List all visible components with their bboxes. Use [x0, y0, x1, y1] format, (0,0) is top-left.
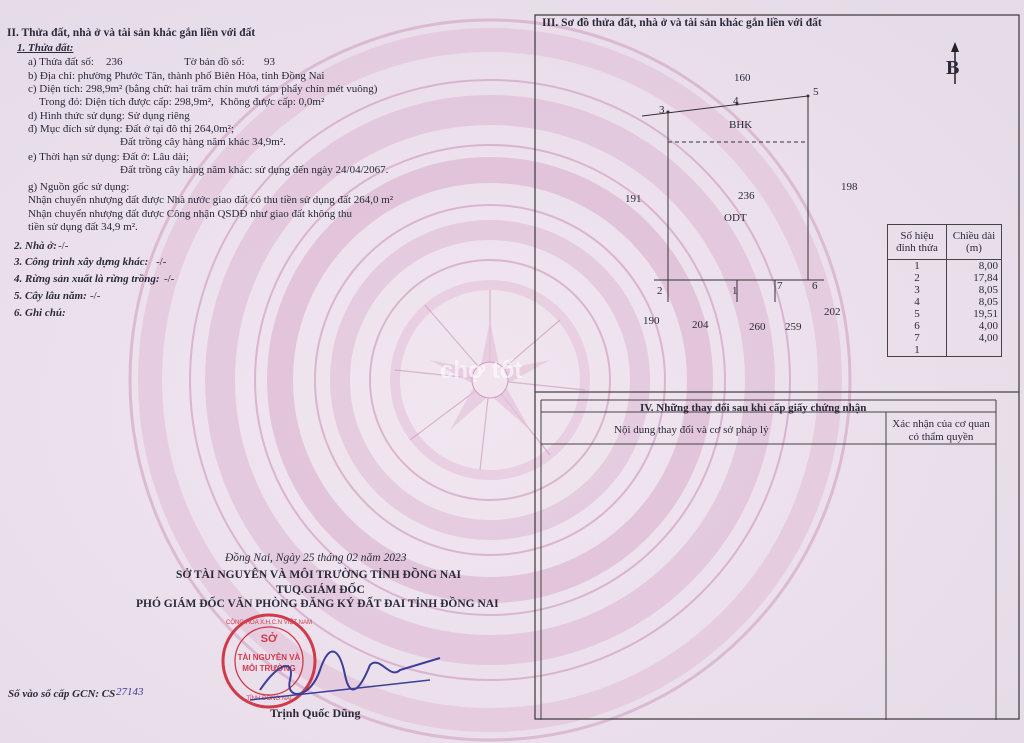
table-row: [888, 272, 1002, 284]
section4-title: IV. Những thay đổi sau khi cấp giấy chứng nhận: [640, 402, 867, 414]
item3-label: 3. Công trình xây dựng khác:: [14, 256, 149, 268]
watermark: chợ tốt: [440, 357, 523, 384]
map-point-6: 6: [812, 280, 818, 292]
date-month-label: tháng: [317, 552, 344, 564]
map-label-160: 160: [734, 72, 751, 84]
map-label-198: 198: [841, 181, 858, 193]
table-cell-point: 4: [888, 296, 947, 308]
table-header-point: Số hiệu đỉnh thửa: [888, 225, 947, 260]
stamp-ring: CỘNG HÒA X.H.C.N VIỆT NAM: [226, 620, 312, 626]
so-vao-so-label: Số vào sổ cấp GCN: CS: [8, 688, 116, 700]
date-prefix: Đồng Nai, Ngày: [225, 552, 301, 564]
signer-position: PHÓ GIÁM ĐỐC VĂN PHÒNG ĐĂNG KÝ ĐẤT ĐAI TỈNH ĐỒNG NAI: [136, 598, 499, 610]
table-cell-length: 8,05: [947, 284, 1002, 296]
table-header-length: Chiều dài (m): [947, 225, 1002, 260]
table-cell-length: [947, 344, 1002, 357]
table-row: [888, 284, 1002, 296]
table-cell-length: 19,51: [947, 308, 1002, 320]
authority-name: SỞ TÀI NGUYÊN VÀ MÔI TRƯỜNG TỈNH ĐỒNG NAI: [176, 569, 461, 581]
item6-label: 6. Ghi chú:: [14, 307, 66, 319]
section3-title: III. Sơ đồ thửa đất, nhà ở và tài sản khác gắn liền với đất: [542, 17, 822, 29]
to-ban-do-value: 93: [264, 56, 275, 68]
date-month: 02: [346, 552, 358, 564]
area-not-granted: Không được cấp: 0,0m²: [220, 96, 325, 108]
usage-term-line: e) Thời hạn sử dụng: Đất ở: Lâu dài;: [28, 151, 189, 163]
date-line: [225, 552, 406, 565]
section4-col2-header: Xác nhận của cơ quan có thẩm quyền: [892, 418, 990, 443]
origin-line4: tiền sử dụng đất 34,9 m².: [28, 221, 138, 233]
date-day: 25: [302, 552, 315, 564]
stamp-bottom: TỈNH ĐỒNG NAI: [246, 696, 292, 702]
date-year: năm 2023: [360, 552, 407, 564]
stamp-top: SỞ: [260, 633, 278, 645]
usage-purpose-line: đ) Mục đích sử dụng: Đất ở tại đô thị 264,0m²;: [28, 123, 235, 135]
item5-label: 5. Cây lâu năm:: [14, 290, 87, 302]
table-cell-point: 5: [888, 308, 947, 320]
area-line: c) Diện tích: 298,9m² (bằng chữ: hai trăm chín mươi tám phẩy chín mét vuông): [28, 83, 378, 95]
map-label-191: 191: [625, 193, 642, 205]
table-row: [888, 332, 1002, 344]
thua-dat-value: 236: [106, 56, 123, 68]
map-label-190: 190: [643, 315, 660, 327]
map-parcel-number: 236: [738, 190, 755, 202]
map-point-3: 3: [659, 104, 665, 116]
stamp-line2: MÔI TRƯỜNG: [242, 664, 296, 673]
signature-scribble: [237, 640, 450, 710]
table-cell-point: 1: [888, 260, 947, 273]
section4-col1-header: Nội dung thay đổi và cơ sở pháp lý: [614, 424, 769, 436]
usage-form-line: d) Hình thức sử dụng: Sử dụng riêng: [28, 110, 190, 122]
table-cell-point: 1: [888, 344, 947, 357]
to-ban-do-label: Tờ bản đồ số:: [184, 56, 245, 68]
table-cell-point: 2: [888, 272, 947, 284]
map-land-type: ODT: [724, 212, 747, 224]
map-label-202: 202: [824, 306, 841, 318]
table-cell-length: 4,00: [947, 332, 1002, 344]
table-cell-length: 8,00: [947, 260, 1002, 273]
map-label-bhk: BHK: [729, 119, 753, 131]
north-arrow-icon: B: [946, 57, 960, 79]
right-panel-frame: [534, 14, 1020, 720]
table-cell-point: 7: [888, 332, 947, 344]
table-cell-length: 4,00: [947, 320, 1002, 332]
table-row: [888, 308, 1002, 320]
map-point-7: 7: [777, 280, 783, 292]
item1-title: 1. Thửa đất:: [17, 42, 74, 54]
so-vao-so-value: 27143: [116, 686, 144, 698]
table-row: [888, 320, 1002, 332]
table-row: [888, 344, 1002, 357]
map-label-259: 259: [785, 321, 802, 333]
origin-line2: Nhận chuyển nhượng đất được Nhà nước giao đất có thu tiền sử dụng đất 264,0 m²: [28, 194, 394, 206]
tuq-label: TUQ.GIÁM ĐỐC: [276, 584, 365, 596]
map-label-204: 204: [692, 319, 709, 331]
origin-line: g) Nguồn gốc sử dụng:: [28, 181, 130, 193]
item2-label: 2. Nhà ở:: [14, 240, 57, 252]
usage-purpose-line2: Đất trồng cây hàng năm khác 34,9m².: [120, 136, 286, 148]
usage-term-line2: Đất trồng cây hàng năm khác: sử dụng đến ngày 24/04/2067.: [120, 164, 389, 176]
address-line: b) Địa chỉ: phường Phước Tân, thành phố Biên Hòa, tỉnh Đồng Nai: [28, 70, 325, 82]
item3-value: -/-: [156, 256, 167, 268]
map-point-1: 1: [732, 285, 738, 297]
stamp-line1: TÀI NGUYÊN VÀ: [237, 653, 301, 662]
thua-dat-label: a) Thửa đất số:: [28, 56, 94, 68]
item2-value: -/-: [58, 240, 69, 252]
map-point-5: 5: [813, 86, 819, 98]
table-cell-point: 3: [888, 284, 947, 296]
map-point-4: 4: [733, 95, 739, 107]
table-row: [888, 296, 1002, 308]
section-title: II. Thửa đất, nhà ở và tài sản khác gắn liền với đất: [7, 27, 256, 39]
table-cell-length: 17,84: [947, 272, 1002, 284]
vertex-table: [887, 224, 1002, 357]
item5-value: -/-: [90, 290, 101, 302]
signer-name: Trịnh Quốc Dũng: [270, 706, 361, 720]
origin-line3: Nhận chuyển nhượng đất được Công nhận QSDĐ như giao đất không thu: [28, 208, 353, 220]
item4-value: -/-: [164, 273, 175, 285]
table-cell-length: 8,05: [947, 296, 1002, 308]
map-point-2: 2: [657, 285, 663, 297]
item4-label: 4. Rừng sản xuất là rừng trồng:: [14, 273, 160, 285]
table-row: [888, 260, 1002, 273]
table-cell-point: 6: [888, 320, 947, 332]
map-label-260: 260: [749, 321, 766, 333]
area-granted: Trong đó: Diện tích được cấp: 298,9m²,: [39, 96, 214, 108]
